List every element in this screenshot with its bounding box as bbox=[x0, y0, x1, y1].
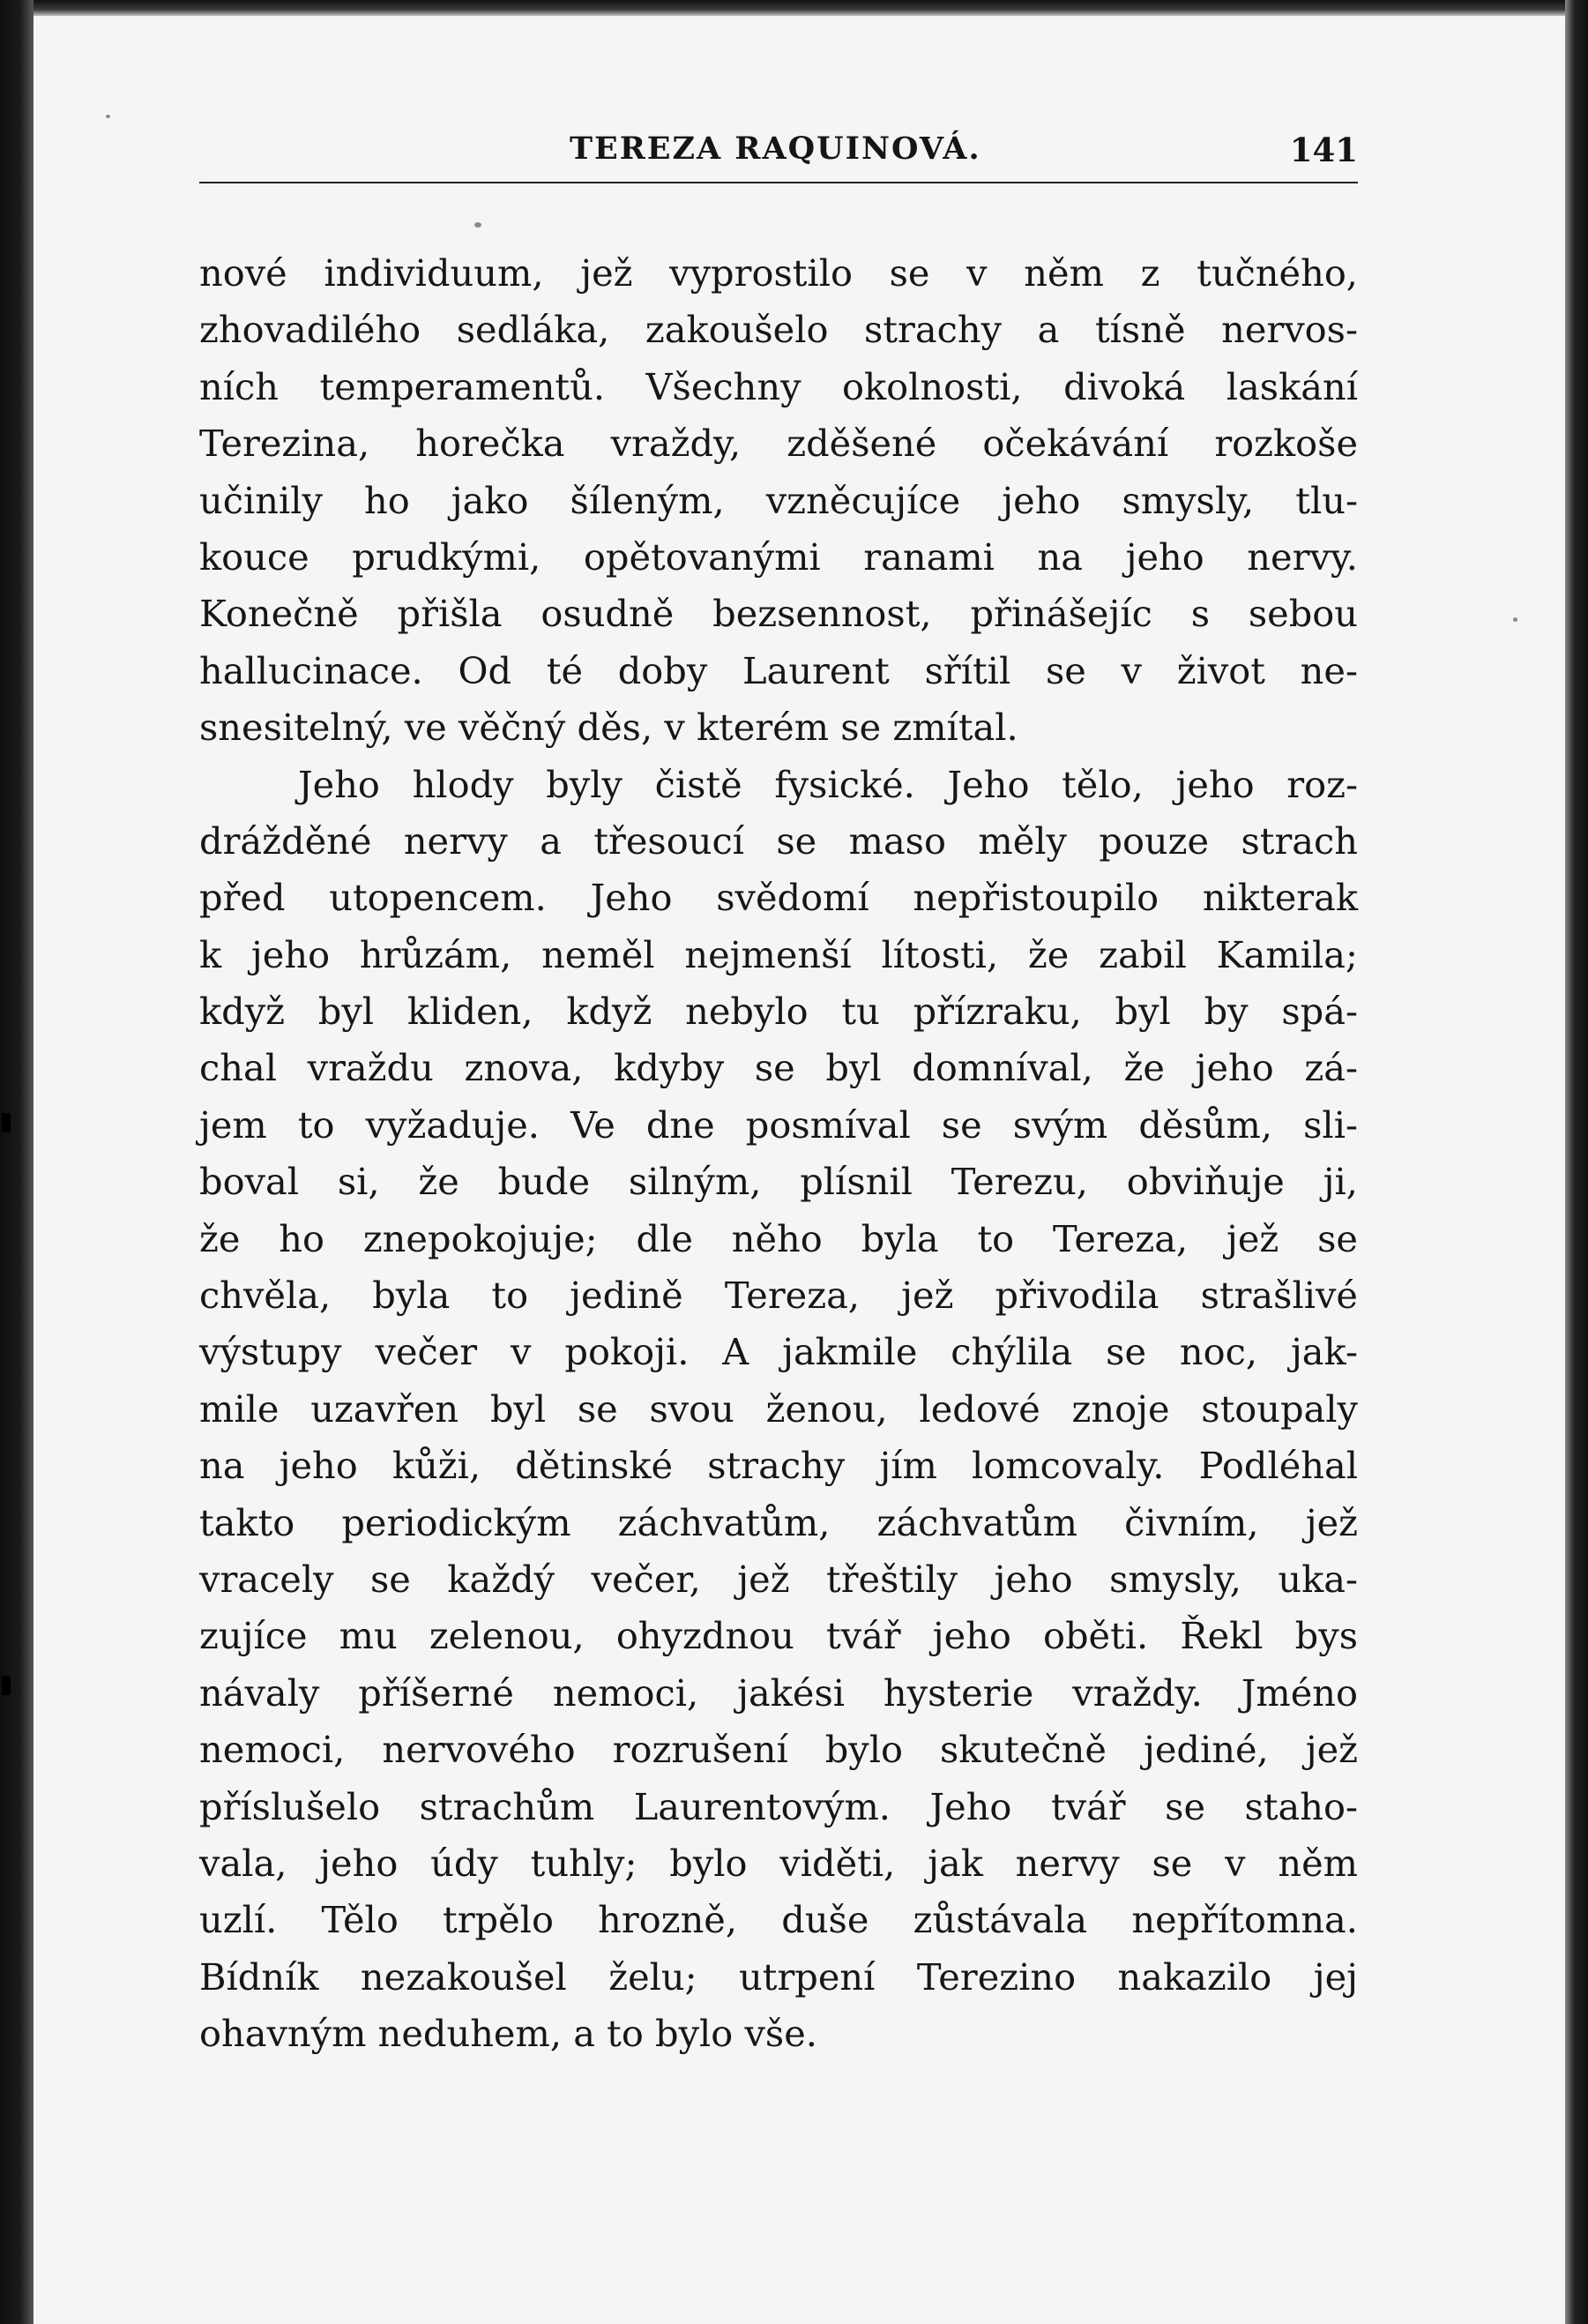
body-text bbox=[199, 245, 1358, 2063]
text-line: vracely se každý večer, jež třeštily jeho smysly, uka- bbox=[199, 1557, 1358, 1601]
text-line: kouce prudkými, opětovanými ranami na jeho nervy. bbox=[199, 534, 1358, 579]
text-line: příslušelo strachům Laurentovým. Jeho tvář se staho- bbox=[199, 1784, 1358, 1828]
text-line: drážděné nervy a třesoucí se maso měly pouze strach bbox=[199, 818, 1358, 863]
text-line: mile uzavřen byl se svou ženou, ledové znoje stoupaly bbox=[199, 1386, 1358, 1431]
binding-mark bbox=[2, 1113, 11, 1132]
text-line: že ho znepokojuje; dle něho byla to Tereza, jež se bbox=[199, 1216, 1358, 1260]
text-line: nové individuum, jež vyprostilo se v něm z tučného, bbox=[199, 251, 1358, 295]
text-line: na jeho kůži, dětinské strachy jím lomcovaly. Podléhal bbox=[199, 1444, 1358, 1488]
text-line: chvěla, byla to jedině Tereza, jež přivodila strašlivé bbox=[199, 1274, 1358, 1318]
scan-right-edge bbox=[1565, 0, 1588, 2324]
text-line: Terezina, horečka vraždy, zděšené očekávání rozkoše bbox=[199, 422, 1358, 466]
scan-speck bbox=[1513, 617, 1517, 622]
text-line: zujíce mu zelenou, ohyzdnou tvář jeho oběti. Řekl bys bbox=[199, 1614, 1358, 1658]
text-line: takto periodickým záchvatům, záchvatům čivním, jež bbox=[199, 1500, 1358, 1544]
text-line: jem to vyžaduje. Ve dne posmíval se svým děsům, sli- bbox=[199, 1102, 1358, 1147]
text-line: nemoci, nervového rozrušení bylo skutečně jediné, jež bbox=[199, 1728, 1358, 1772]
scan-speck bbox=[106, 115, 110, 118]
text-line: Bídník nezakoušel želu; utrpení Terezino nakazilo jej bbox=[199, 1954, 1358, 1999]
text-line: ohavným neduhem, a to bylo vše. bbox=[199, 2012, 817, 2056]
scan-speck bbox=[474, 222, 481, 228]
text-line: učinily ho jako šíleným, vzněcujíce jeho smysly, tlu- bbox=[199, 478, 1358, 522]
text-line: návaly příšerné nemoci, jakési hysterie vraždy. Jméno bbox=[199, 1670, 1358, 1715]
text-line: boval si, že bude silným, plísnil Terezu, obviňuje ji, bbox=[199, 1160, 1358, 1204]
page-number: 141 bbox=[1289, 131, 1358, 169]
text-line: před utopencem. Jeho svědomí nepřistoupilo nikterak bbox=[199, 876, 1358, 920]
text-line: když byl kliden, když nebylo tu přízraku, byl by spá- bbox=[199, 990, 1358, 1034]
text-line: Konečně přišla osudně bezsennost, přinášejíc s sebou bbox=[199, 592, 1358, 636]
text-line: vala, jeho údy tuhly; bylo viděti, jak nervy se v něm bbox=[199, 1841, 1358, 1885]
text-line: snesitelný, ve věčný děs, v kterém se zmítal. bbox=[199, 706, 1018, 750]
text-line: výstupy večer v pokoji. A jakmile chýlila se noc, jak- bbox=[199, 1330, 1358, 1374]
text-line: ních temperamentů. Všechny okolnosti, divoká laskání bbox=[199, 364, 1358, 408]
text-line: Jeho hlody byly čistě fysické. Jeho tělo, jeho roz- bbox=[298, 762, 1358, 806]
text-line: chal vraždu znova, kdyby se byl domníval, že jeho zá- bbox=[199, 1046, 1358, 1090]
text-line: zhovadilého sedláka, zakoušelo strachy a tísně nervos- bbox=[199, 308, 1358, 352]
text-line: hallucinace. Od té doby Laurent sřítil se v život ne- bbox=[199, 648, 1358, 692]
scan-top-edge bbox=[0, 0, 1588, 16]
text-line: uzlí. Tělo trpělo hrozně, duše zůstávala nepřítomna. bbox=[199, 1898, 1358, 1942]
binding-mark bbox=[2, 1676, 11, 1695]
header-rule bbox=[199, 182, 1358, 183]
running-title: TEREZA RAQUINOVÁ. bbox=[570, 131, 981, 167]
scan-left-edge bbox=[0, 0, 34, 2324]
running-header bbox=[199, 131, 1358, 183]
text-line: k jeho hrůzám, neměl nejmenší lítosti, že zabil Kamila; bbox=[199, 932, 1358, 976]
